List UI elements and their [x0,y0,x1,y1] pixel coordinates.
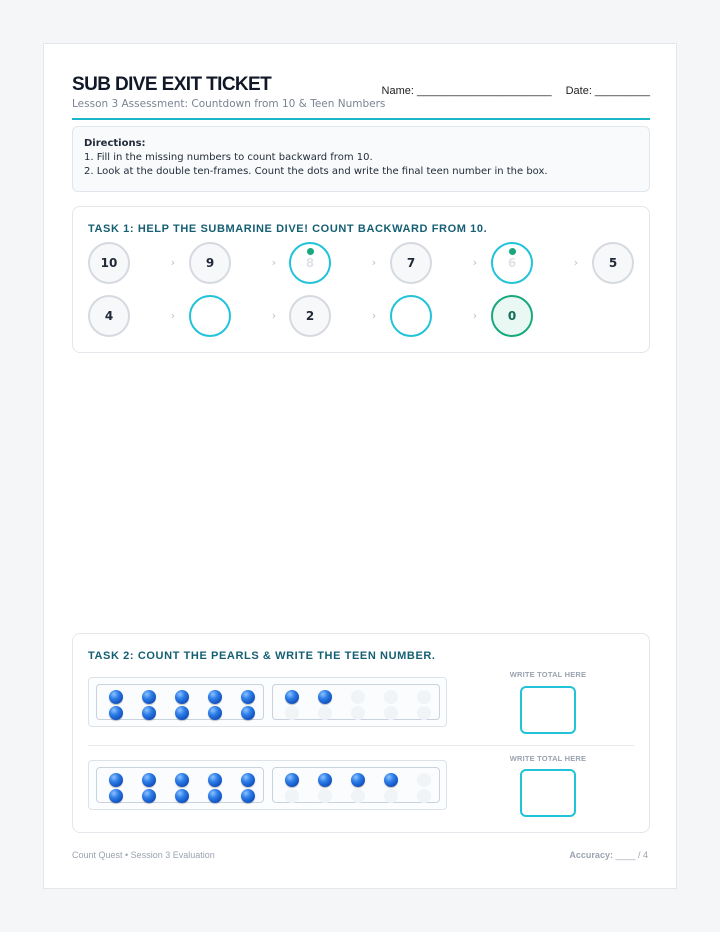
pearl-dot [142,789,156,803]
number-bubble: 2 [289,295,331,337]
pearl-dot [175,789,189,803]
number-blank-input[interactable]: 8 [289,242,331,284]
empty-cell [417,706,431,720]
pearl-dot [351,773,365,787]
pearl-dot [208,690,222,704]
teen-number-answer-box[interactable] [520,686,576,734]
empty-cell [351,690,365,704]
chevron-right-icon: › [271,256,277,269]
pearl-dot [175,773,189,787]
empty-cell [384,706,398,720]
ten-frame-left [96,684,264,720]
ten-frame-right [272,767,440,803]
pearl-dot [285,690,299,704]
number-bubble: 4 [88,295,130,337]
number-bubble: 7 [390,242,432,284]
directions-box [72,126,650,192]
write-total-label: WRITE TOTAL HERE [509,670,587,679]
chevron-right-icon: › [472,309,478,322]
footer-session: Count Quest • Session 3 Evaluation [72,850,215,860]
name-date-fields [382,85,650,97]
date-field[interactable]: Date: _________ [565,85,650,97]
teen-number-answer-box[interactable] [520,769,576,817]
worksheet-header [72,74,650,120]
pearl-dot [241,706,255,720]
pearl-dot [142,706,156,720]
ten-frame-right [272,684,440,720]
pearl-dot [384,773,398,787]
pearl-dot [285,773,299,787]
pearl-dot [318,690,332,704]
task1-card [72,206,650,353]
number-blank-input[interactable]: 6 [491,242,533,284]
pearl-dot [175,690,189,704]
empty-cell [384,690,398,704]
chevron-right-icon: › [371,256,377,269]
empty-cell [351,706,365,720]
progress-marker-dot [307,248,314,255]
pearl-dot [241,789,255,803]
chevron-right-icon: › [170,256,176,269]
empty-cell [351,789,365,803]
number-bubble: 0 [491,295,533,337]
chevron-right-icon: › [472,256,478,269]
empty-cell [417,789,431,803]
number-blank-input[interactable] [390,295,432,337]
chevron-right-icon: › [371,309,377,322]
accuracy-value: ____ / 4 [615,850,648,860]
pearl-dot [109,773,123,787]
pearl-dot [109,706,123,720]
task1-title: TASK 1: HELP THE SUBMARINE DIVE! COUNT BACKWARD FROM 10. [88,223,488,235]
chevron-right-icon: › [170,309,176,322]
chevron-right-icon: › [573,256,579,269]
pearl-dot [208,773,222,787]
pearl-dot [241,690,255,704]
problem-divider [88,745,634,746]
footer-accuracy [569,850,648,860]
page-title: SUB DIVE EXIT TICKET [72,74,272,95]
progress-marker-dot [509,248,516,255]
pearl-dot [208,706,222,720]
accuracy-label: Accuracy: [569,850,613,860]
page-subtitle: Lesson 3 Assessment: Countdown from 10 & Teen Numbers [72,98,386,110]
number-bubble: 10 [88,242,130,284]
empty-cell [384,789,398,803]
directions-title: Directions: [84,138,146,149]
empty-cell [318,789,332,803]
pearl-dot [318,773,332,787]
empty-cell [285,706,299,720]
task2-card [72,633,650,833]
pearl-dot [208,789,222,803]
number-bubble: 9 [189,242,231,284]
pearl-dot [142,773,156,787]
pearl-dot [142,690,156,704]
task2-title: TASK 2: COUNT THE PEARLS & WRITE THE TEEN NUMBER. [88,650,436,662]
empty-cell [318,706,332,720]
write-total-label: WRITE TOTAL HERE [509,754,587,763]
empty-cell [417,773,431,787]
empty-cell [285,789,299,803]
double-ten-frame [88,760,447,810]
name-field[interactable]: Name: ______________________ [381,85,552,97]
directions-step-2: 2. Look at the double ten-frames. Count the dots and write the final teen number in the box. [84,166,548,177]
pearl-dot [109,690,123,704]
ten-frame-left [96,767,264,803]
directions-step-1: 1. Fill in the missing numbers to count backward from 10. [84,152,373,163]
double-ten-frame [88,677,447,727]
number-bubble: 5 [592,242,634,284]
worksheet-page [43,43,677,889]
number-blank-input[interactable] [189,295,231,337]
pearl-dot [241,773,255,787]
empty-cell [417,690,431,704]
chevron-right-icon: › [271,309,277,322]
pearl-dot [109,789,123,803]
pearl-dot [175,706,189,720]
